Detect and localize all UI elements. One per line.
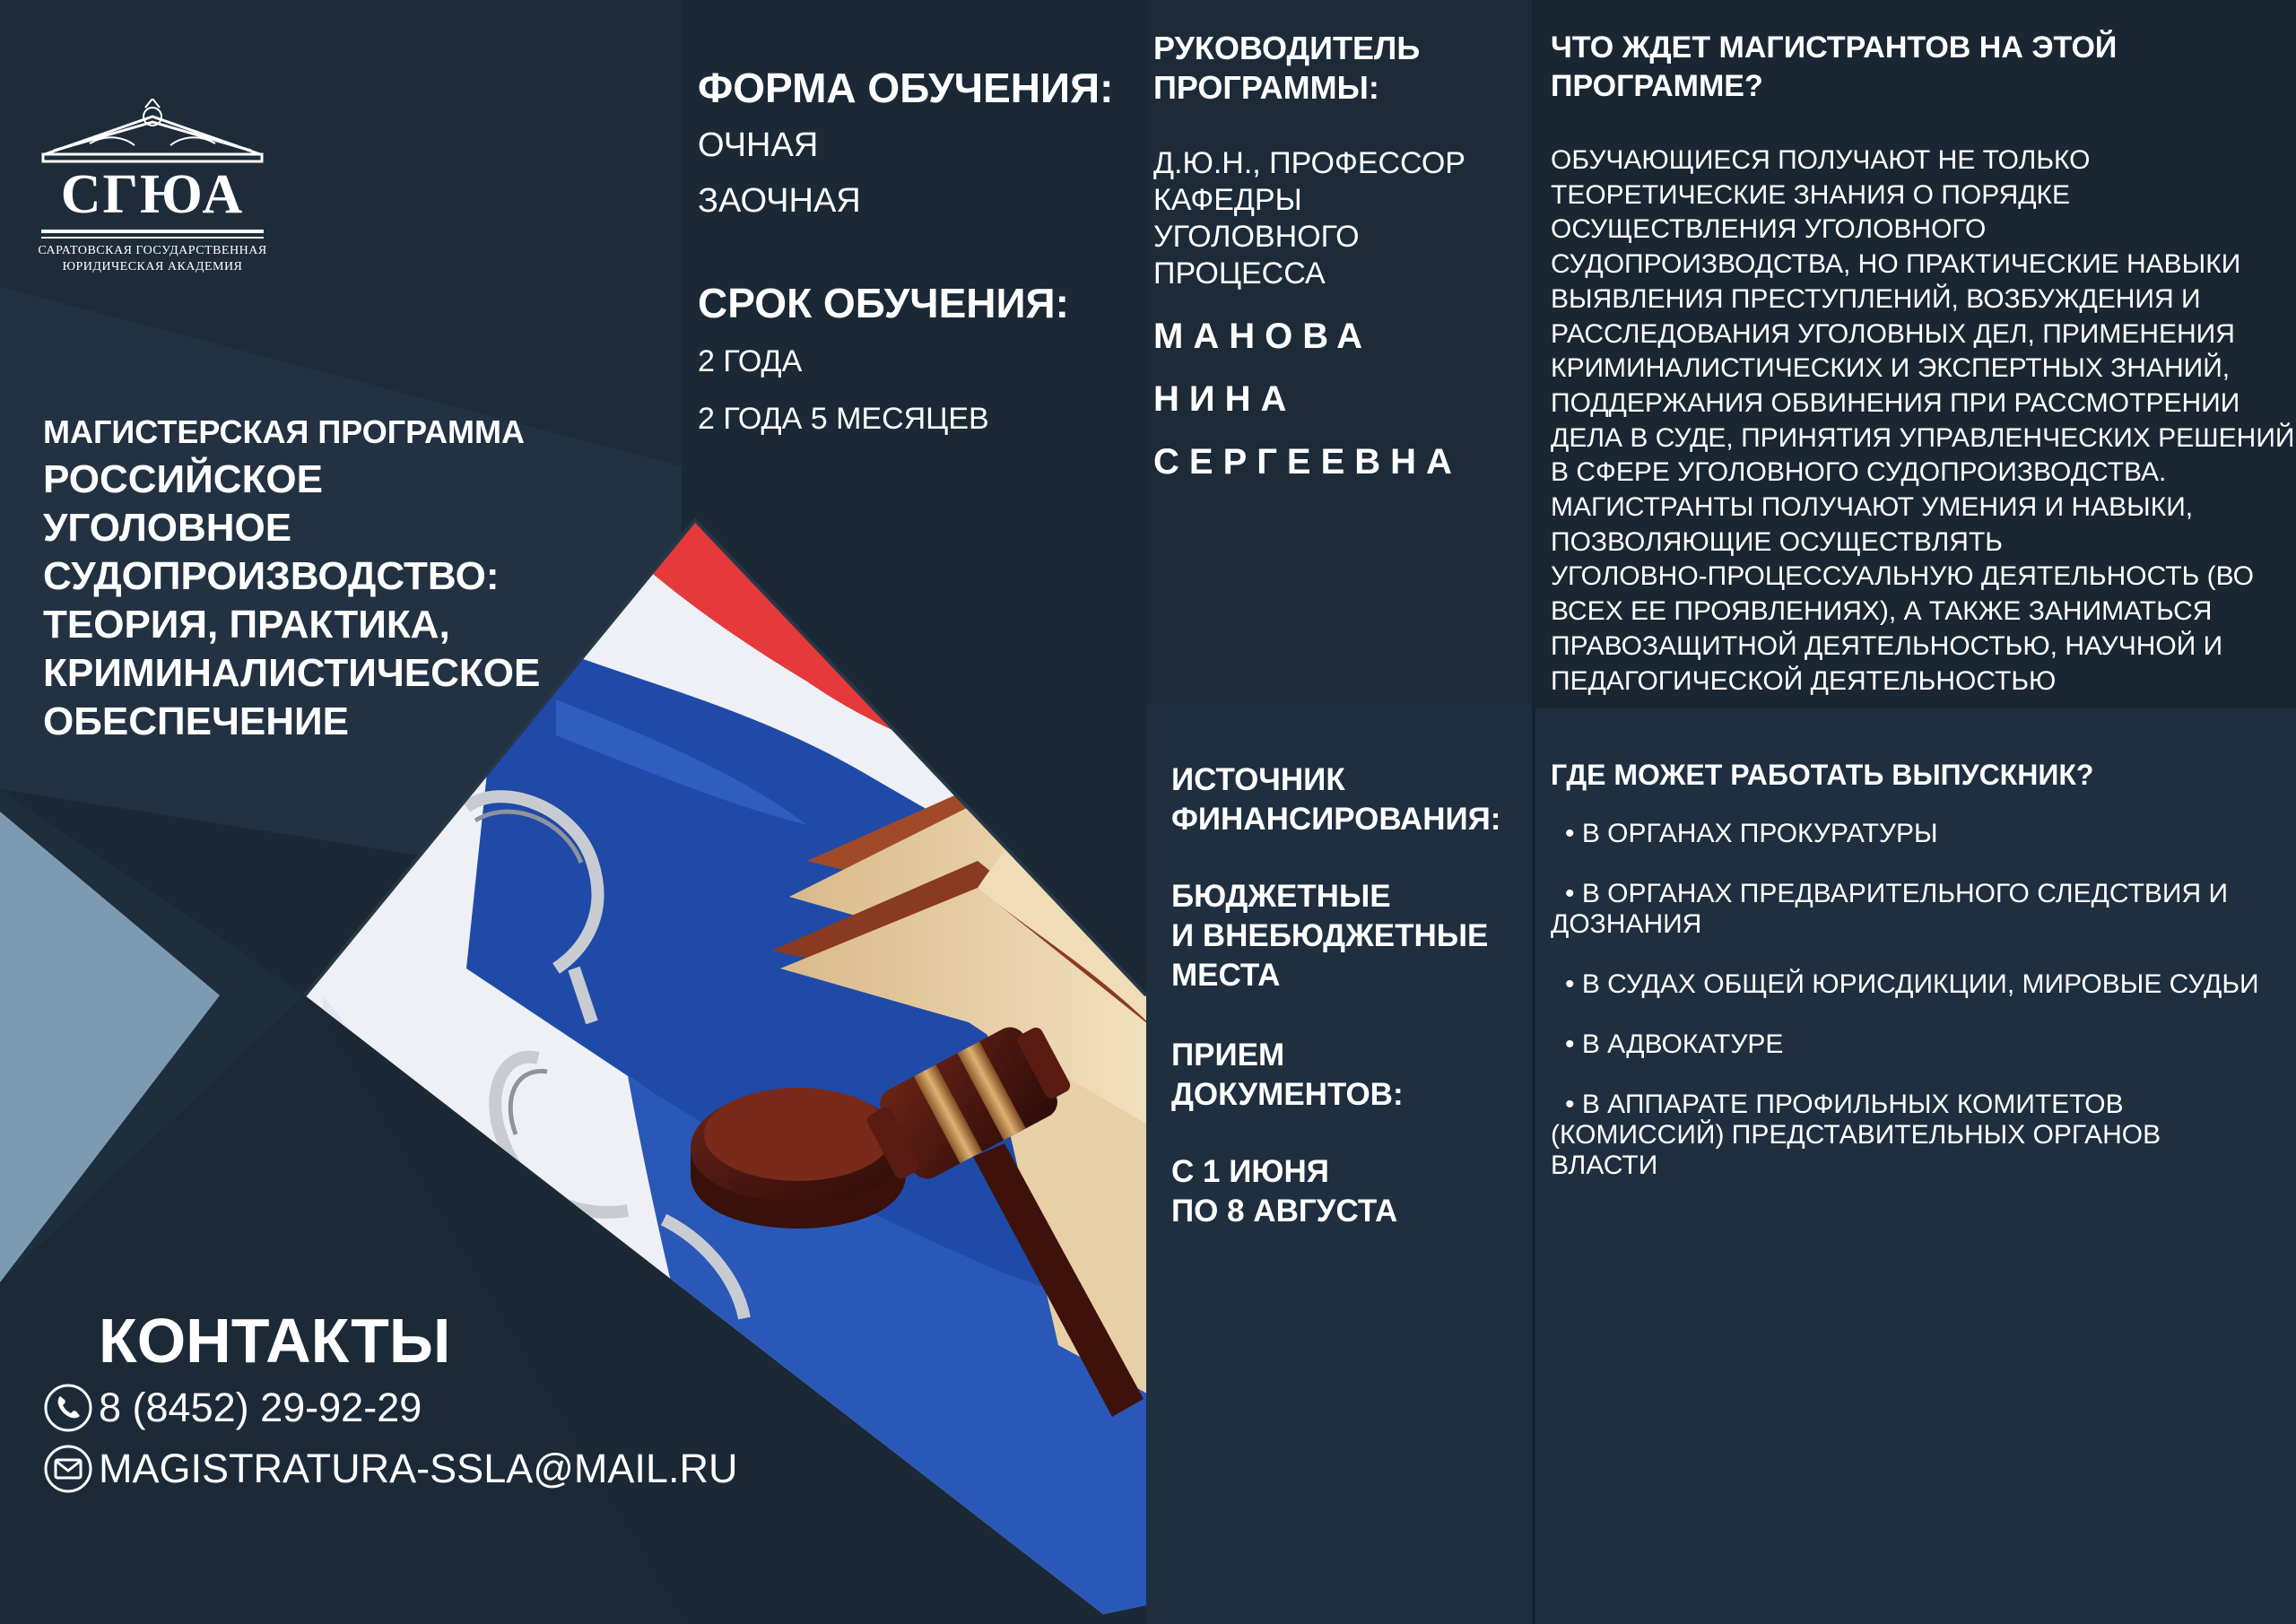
expect-line: ПОДДЕРЖАНИЯ ОБВИНЕНИЯ ПРИ РАССМОТРЕНИИ bbox=[1551, 387, 2240, 418]
phone-icon bbox=[43, 1383, 93, 1433]
contact-email-row[interactable] bbox=[43, 1442, 737, 1496]
study-term-option: 2 ГОДА bbox=[698, 344, 803, 378]
expect-line: УГОЛОВНО-ПРОЦЕССУАЛЬНУЮ ДЕЯТЕЛЬНОСТЬ (ВО bbox=[1551, 561, 2254, 592]
expect-line: ОСУЩЕСТВЛЕНИЯ УГОЛОВНОГО bbox=[1551, 214, 1987, 245]
work-item bbox=[1551, 1090, 2268, 1181]
contact-email: MAGISTRATURA-SSLA@MAIL.RU bbox=[99, 1446, 738, 1491]
expect-line: ДЕЛА В СУДЕ, ПРИНЯТИЯ УПРАВЛЕНЧЕСКИХ РЕШЕНИЙ bbox=[1551, 422, 2295, 453]
funding-value-line: МЕСТА bbox=[1171, 958, 1281, 993]
expect-line: ПОЗВОЛЯЮЩИЕ ОСУЩЕСТВЛЯТЬ bbox=[1551, 526, 2003, 557]
expect-body bbox=[1551, 143, 2294, 699]
funding-value-line: И ВНЕБЮДЖЕТНЫЕ bbox=[1171, 918, 1489, 953]
admission-value bbox=[1171, 1152, 1397, 1231]
contact-phone: 8 (8452) 29-92-29 bbox=[99, 1385, 422, 1430]
program-title bbox=[43, 456, 545, 746]
work-item: • В ОРГАНАХ ПРОКУРАТУРЫ bbox=[1565, 819, 1938, 848]
expect-heading bbox=[1551, 29, 2117, 106]
head-heading-line: ПРОГРАММЫ: bbox=[1153, 69, 1379, 106]
work-item: • В АДВОКАТУРЕ bbox=[1565, 1029, 1784, 1059]
study-term-option: 2 ГОДА 5 МЕСЯЦЕВ bbox=[698, 402, 989, 436]
admission-value-line: ПО 8 АВГУСТА bbox=[1171, 1194, 1398, 1229]
head-heading-line: РУКОВОДИТЕЛЬ bbox=[1153, 30, 1421, 66]
head-name bbox=[1153, 305, 1462, 493]
program-block bbox=[43, 411, 545, 746]
work-item bbox=[1551, 879, 2268, 940]
funding-heading bbox=[1171, 760, 1500, 839]
head-position-line: УГОЛОВНОГО bbox=[1153, 220, 1360, 254]
funding-value bbox=[1171, 877, 1488, 995]
logo-line-2: ЮРИДИЧЕСКАЯ АКАДЕМИЯ bbox=[62, 260, 243, 274]
work-item: • В СУДАХ ОБЩЕЙ ЮРИСДИКЦИИ, МИРОВЫЕ СУДЬИ bbox=[1565, 969, 2259, 999]
program-title-line: РОССИЙСКОЕ bbox=[43, 457, 323, 501]
head-position-line: ПРОЦЕССА bbox=[1153, 256, 1326, 291]
logo-line-1: САРАТОВСКАЯ ГОСУДАРСТВЕННАЯ bbox=[38, 244, 267, 257]
head-position bbox=[1153, 145, 1465, 292]
admission-heading bbox=[1171, 1036, 1404, 1115]
head-name-line: МАНОВА bbox=[1153, 317, 1372, 356]
contact-phone-row[interactable] bbox=[43, 1381, 422, 1435]
expect-line: ТЕОРЕТИЧЕСКИЕ ЗНАНИЯ О ПОРЯДКЕ bbox=[1551, 179, 2071, 210]
study-form-option: ОЧНАЯ bbox=[698, 126, 819, 164]
head-name-line: НИНА bbox=[1153, 379, 1297, 419]
expect-line: ВЫЯВЛЕНИЯ ПРЕСТУПЛЕНИЙ, ВОЗБУЖДЕНИЯ И bbox=[1551, 283, 2201, 314]
contacts-title: КОНТАКТЫ bbox=[99, 1306, 451, 1376]
program-title-line: КРИМИНАЛИСТИЧЕСКОЕ bbox=[43, 651, 541, 695]
head-name-line: СЕРГЕЕВНА bbox=[1153, 442, 1462, 482]
expect-line: КРИМИНАЛИСТИЧЕСКИХ И ЭКСПЕРТНЫХ ЗНАНИЙ, bbox=[1551, 353, 2231, 384]
expect-line: ПРАВОЗАЩИТНОЙ ДЕЯТЕЛЬНОСТЬЮ, НАУЧНОЙ И bbox=[1551, 630, 2223, 661]
funding-heading-line: ИСТОЧНИК bbox=[1171, 762, 1345, 797]
work-heading: ГДЕ МОЖЕТ РАБОТАТЬ ВЫПУСКНИК? bbox=[1551, 759, 2094, 791]
admission-heading-line: ПРИЕМ bbox=[1171, 1038, 1285, 1073]
expect-line: ВСЕХ ЕЕ ПРОЯВЛЕНИЯХ), А ТАКЖЕ ЗАНИМАТЬСЯ bbox=[1551, 596, 2213, 627]
program-title-line: УГОЛОВНОЕ bbox=[43, 506, 292, 550]
program-label: МАГИСТЕРСКАЯ ПРОГРАММА bbox=[43, 413, 525, 450]
academy-logo bbox=[36, 99, 269, 278]
expect-line: МАГИСТРАНТЫ ПОЛУЧАЮТ УМЕНИЯ И НАВЫКИ, bbox=[1551, 492, 2194, 523]
admission-heading-line: ДОКУМЕНТОВ: bbox=[1171, 1077, 1404, 1112]
funding-value-line: БЮДЖЕТНЫЕ bbox=[1171, 879, 1391, 914]
expect-heading-line: ПРОГРАММЕ? bbox=[1551, 69, 1763, 103]
program-title-line: ОБЕСПЕЧЕНИЕ bbox=[43, 699, 349, 743]
study-term-heading: СРОК ОБУЧЕНИЯ: bbox=[698, 280, 1069, 326]
admission-value-line: С 1 ИЮНЯ bbox=[1171, 1154, 1329, 1189]
work-list bbox=[1551, 819, 2268, 1211]
work-item-text: • В ОРГАНАХ ПРЕДВАРИТЕЛЬНОГО СЛЕДСТВИЯ И ДОЗНАНИЯ bbox=[1551, 879, 2229, 939]
head-position-line: КАФЕДРЫ bbox=[1153, 183, 1302, 217]
funding-heading-line: ФИНАНСИРОВАНИЯ: bbox=[1171, 802, 1501, 837]
study-form-option: ЗАОЧНАЯ bbox=[698, 182, 861, 220]
expect-line: РАССЛЕДОВАНИЯ УГОЛОВНЫХ ДЕЛ, ПРИМЕНЕНИЯ bbox=[1551, 318, 2235, 349]
logo-abbreviation: СГЮА bbox=[60, 164, 245, 225]
expect-line: СУДОПРОИЗВОДСТВА, НО ПРАКТИЧЕСКИЕ НАВЫКИ bbox=[1551, 249, 2241, 280]
study-form-heading: ФОРМА ОБУЧЕНИЯ: bbox=[698, 65, 1114, 111]
program-title-line: СУДОПРОИЗВОДСТВО: bbox=[43, 554, 500, 598]
program-title-line: ТЕОРИЯ, ПРАКТИКА, bbox=[43, 603, 450, 647]
work-item-text: • В АППАРАТЕ ПРОФИЛЬНЫХ КОМИТЕТОВ (КОМИССИЙ) ПРЕДСТАВИТЕЛЬНЫХ ОРГАНОВ ВЛАСТИ bbox=[1551, 1090, 2161, 1180]
head-position-line: Д.Ю.Н., ПРОФЕССОР bbox=[1153, 146, 1465, 180]
expect-line: ОБУЧАЮЩИЕСЯ ПОЛУЧАЮТ НЕ ТОЛЬКО bbox=[1551, 145, 2091, 175]
expect-line: В СФЕРЕ УГОЛОВНОГО СУДОПРОИЗВОДСТВА. bbox=[1551, 457, 2167, 488]
expect-line: ПЕДАГОГИЧЕСКОЙ ДЕЯТЕЛЬНОСТЬЮ bbox=[1551, 665, 2057, 696]
envelope-icon bbox=[43, 1444, 93, 1494]
expect-heading-line: ЧТО ЖДЕТ МАГИСТРАНТОВ НА ЭТОЙ bbox=[1551, 30, 2118, 65]
head-heading bbox=[1153, 29, 1420, 108]
